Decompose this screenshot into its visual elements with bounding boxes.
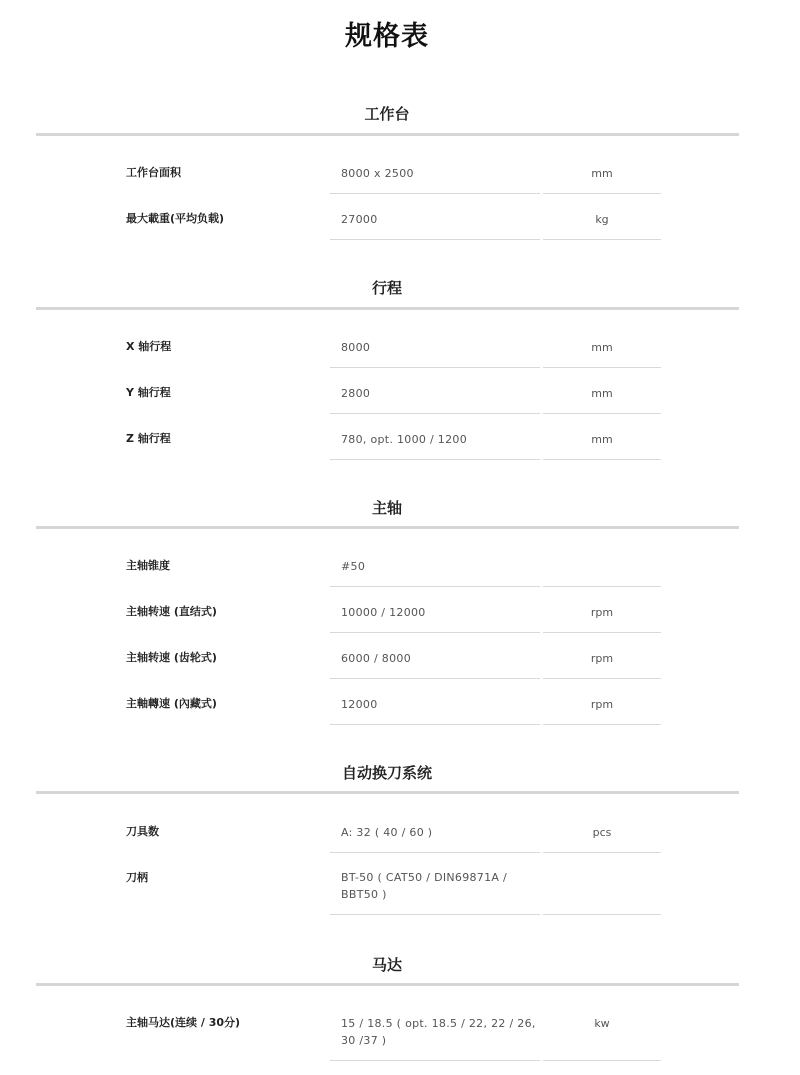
spec-unit: mm [591, 167, 613, 180]
section-divider [36, 791, 739, 794]
section-title: 主轴 [371, 499, 402, 517]
spec-label: Y 轴行程 [126, 386, 171, 399]
row-divider [330, 724, 540, 725]
row-divider [330, 413, 540, 414]
spec-unit: mm [591, 387, 613, 400]
spec-unit: kw [594, 1017, 610, 1030]
row-divider [330, 678, 540, 679]
section-divider [36, 307, 739, 310]
spec-unit: kg [595, 213, 609, 226]
spec-unit: pcs [592, 826, 612, 839]
spec-label: Z 轴行程 [126, 432, 171, 445]
spec-label: 最大載重(平均负载) [126, 212, 225, 225]
row-divider [543, 459, 661, 460]
row-divider [330, 367, 540, 368]
section-title: 工作台 [364, 105, 410, 123]
row-divider [543, 367, 661, 368]
section-divider [36, 526, 739, 529]
spec-value: 6000 / 8000 [341, 652, 411, 665]
spec-unit: rpm [590, 606, 614, 619]
spec-label: X 轴行程 [126, 340, 172, 353]
row-divider [543, 632, 661, 633]
spec-unit: rpm [590, 652, 614, 665]
spec-label: 主軸轉速 (內藏式) [126, 697, 217, 710]
row-divider [543, 724, 661, 725]
spec-value: 27000 [341, 213, 378, 226]
spec-value: BT-50 ( CAT50 / DIN69871A / BBT50 ) [341, 871, 508, 901]
spec-value: 8000 x 2500 [341, 167, 414, 180]
spec-label: 主轴锥度 [126, 559, 170, 572]
spec-label: 主轴转速 (直结式) [126, 605, 217, 618]
section-title: 马达 [371, 956, 402, 974]
page-title: 规格表 [345, 21, 429, 52]
row-divider [543, 852, 661, 853]
row-divider [543, 678, 661, 679]
spec-unit: mm [591, 433, 613, 446]
section-title: 自动换刀系统 [341, 764, 432, 782]
row-divider [330, 1060, 540, 1061]
section-title: 行程 [371, 279, 402, 297]
spec-unit: rpm [590, 698, 614, 711]
spec-value: 15 / 18.5 ( opt. 18.5 / 22, 22 / 26, 30 /37 ) [341, 1017, 536, 1047]
spec-value: 8000 [341, 341, 371, 354]
row-divider [330, 632, 540, 633]
spec-value: 780, opt. 1000 / 1200 [341, 433, 467, 446]
row-divider [543, 1060, 661, 1061]
spec-label: 刀具数 [126, 825, 159, 838]
spec-unit: mm [591, 341, 613, 354]
spec-label: 主轴马达(连续 / 30分) [126, 1016, 241, 1029]
row-divider [330, 459, 540, 460]
spec-value: 10000 / 12000 [341, 606, 426, 619]
row-divider [330, 193, 540, 194]
row-divider [543, 586, 661, 587]
spec-value: 12000 [341, 698, 378, 711]
row-divider [543, 193, 661, 194]
row-divider [330, 852, 540, 853]
row-divider [543, 413, 661, 414]
spec-value: 2800 [341, 387, 371, 400]
row-divider [543, 914, 661, 915]
spec-value: #50 [341, 560, 366, 573]
spec-value: A: 32 ( 40 / 60 ) [341, 826, 433, 839]
row-divider [330, 586, 540, 587]
row-divider [330, 914, 540, 915]
row-divider [330, 239, 540, 240]
spec-label: 主轴转速 (齿轮式) [126, 651, 217, 664]
spec-label: 工作台面积 [126, 166, 181, 179]
spec-label: 刀柄 [126, 871, 148, 884]
section-divider [36, 983, 739, 986]
section-divider [36, 133, 739, 136]
row-divider [543, 239, 661, 240]
